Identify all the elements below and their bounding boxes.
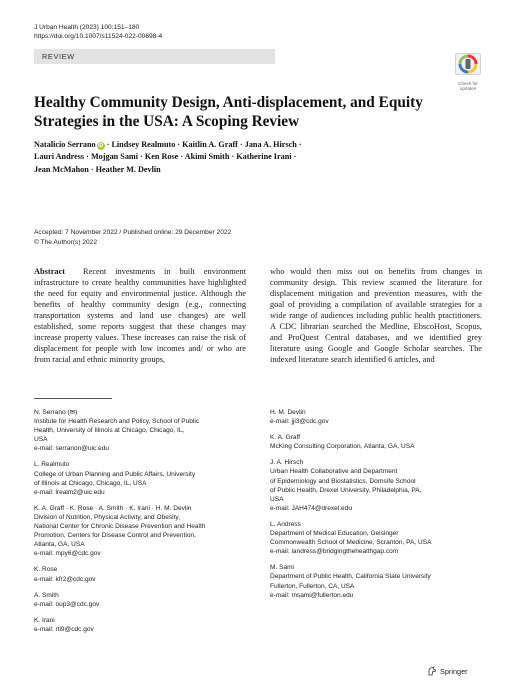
affiliation-line: H. M. Devlin: [270, 409, 306, 416]
check-for-updates-icon: [455, 53, 481, 75]
affiliation-line: Promotion, Centers for Disease Control and Prevention,: [34, 532, 196, 540]
affiliation-email[interactable]: e-mail: JAH474@drexel.edu: [270, 504, 352, 512]
publication-dates: [34, 228, 231, 247]
footnote-divider: [34, 398, 112, 399]
affiliation-line: of Epidemiology and Biostatistics, Dornsife School: [270, 477, 416, 485]
publisher-name: Springer: [440, 666, 468, 676]
affiliation-line: Health, University of Illinois at Chicago, Chicago, IL,: [34, 427, 185, 435]
affiliation-line: McKing Consulting Corporation, Atlanta, GA, USA: [270, 443, 415, 451]
affiliation-line: J. A. Hirsch: [270, 459, 304, 467]
author-first[interactable]: Natalicio Serrano: [34, 140, 96, 149]
affiliation-block: [34, 616, 249, 634]
affiliation-line: Institute for Health Research and Policy, School of Public: [34, 418, 200, 426]
affiliation-line: K. A. Graff: [270, 434, 301, 442]
check-for-updates-badge[interactable]: [455, 53, 481, 91]
affiliation-block: [270, 520, 485, 556]
affiliation-block: [34, 504, 249, 559]
author-line-2: Lauri Andress · Mojgan Sami · Ken Rose · Akimi Smith · Katherine Irani ·: [34, 152, 297, 162]
abstract-label: Abstract: [34, 267, 66, 276]
affiliation-email[interactable]: e-mail: mpy6@cdc.gov: [34, 550, 101, 558]
affiliation-email[interactable]: e-mail: landress@bridgingthehealthgap.com: [270, 548, 399, 556]
affiliation-line: L. Andress: [270, 520, 301, 528]
check-for-updates-label-2: updates: [459, 86, 477, 91]
affiliation-email[interactable]: e-mail: msami@fullerton.edu: [270, 591, 354, 599]
affiliation-email[interactable]: e-mail: kfr2@cdc.gov: [34, 575, 96, 583]
affiliation-line: National Center for Chronic Disease Prevention and Health: [34, 523, 206, 531]
springer-horse-icon: [427, 666, 437, 676]
section-label: REVIEW: [42, 52, 75, 61]
affiliation-line: K. Irani: [34, 616, 55, 624]
affiliation-line: of Public Health, Drexel University, Philadelphia, PA,: [270, 486, 422, 494]
author-line-1-rest: · Lindsey Realmuto · Kaitlin A. Graff · Jana A. Hirsch ·: [104, 140, 302, 149]
affiliation-line: N. Serrano (✉): [34, 409, 78, 416]
affiliation-block: [270, 563, 485, 599]
author-list: [34, 139, 454, 176]
affiliation-line: A. Smith: [34, 591, 59, 599]
accepted-published-dates: Accepted: 7 November 2022 / Published online: 29 December 2022: [34, 229, 232, 236]
affiliation-email[interactable]: e-mail: oup3@cdc.gov: [34, 600, 100, 608]
affiliation-block: [270, 458, 485, 513]
affiliation-line: Division of Nutrition, Physical Activity, and Obesity,: [34, 513, 181, 521]
affiliation-line: Department of Medical Education, Geisinger: [270, 530, 399, 538]
journal-citation: J Urban Health (2023) 100:151–180: [34, 24, 140, 31]
abstract-right-column: who would then miss out on benefits from changes in community design. This review scanned the literature for displacement mitigation and prevention measures, with the goal of providing a compilation of available strategies for a wide range of audiences including public health practitioners. A CDC librarian searched the Medline, EbscoHost, Scopus, and ProQuest Central databases, and we identified grey literature using Google and Google Scholar searches. The indexed literature search identified 6 articles, and: [270, 267, 482, 365]
abstract-text-left: Recent investments in built environment infrastructure to create healthy communities have highlighted the need for equity and environmental justice. Although the benefits of healthy community design (e.g., connecting transportation systems and land use changes) are well established, some reports suggest that these changes may increase property values. These increases can raise the risk of displacement for people with low incomes and/ or who are from racial and ethnic minority groups,: [34, 267, 246, 365]
affiliation-line: of Illinois at Chicago, Chicago, IL, USA: [34, 479, 147, 487]
copyright-line: © The Author(s) 2022: [34, 238, 98, 246]
affiliation-line: K. A. Graff · K. Rose · A. Smith · K. Irani · H. M. Devlin: [34, 504, 192, 512]
affiliation-line: K. Rose: [34, 566, 58, 574]
affiliation-email[interactable]: e-mail: lrealm2@uic.edu: [34, 488, 105, 496]
affiliation-line: Commonwealth School of Medicine, Scranton, PA, USA: [270, 539, 432, 547]
affiliation-block: [34, 408, 249, 453]
affiliation-email[interactable]: e-mail: serranon@uic.edu: [34, 445, 110, 453]
affiliation-line: Urban Health Collaborative and Department: [270, 468, 398, 476]
affiliation-block: [34, 591, 249, 609]
affiliation-block: [34, 565, 249, 583]
orcid-icon[interactable]: iD: [98, 143, 104, 149]
affiliation-line: College of Urban Planning and Public Affairs, University: [34, 470, 196, 478]
affiliation-email[interactable]: e-mail: rti9@cdc.gov: [34, 625, 94, 633]
affiliation-line: L. Realmuto: [34, 461, 70, 469]
affiliation-line: USA: [34, 436, 48, 444]
abstract-left-column: [34, 266, 246, 365]
affiliation-line: Fullerton, Fullerton, CA, USA: [270, 582, 355, 590]
affiliation-line: M. Sami: [270, 564, 295, 572]
affiliations-left: [34, 408, 249, 641]
check-for-updates-label-1: Check for: [458, 81, 478, 86]
doi-link[interactable]: https://doi.org/10.1007/s11524-022-00698-4: [34, 33, 163, 40]
affiliation-block: [270, 408, 485, 426]
affiliation-line: USA: [270, 495, 284, 503]
publisher-logo: [427, 666, 468, 676]
affiliation-line: Department of Public Health, California State University: [270, 573, 431, 581]
author-line-3: Jean McMahon · Heather M. Devlin: [34, 164, 161, 174]
affiliations-right: [270, 408, 485, 607]
paper-title-line-1: Healthy Community Design, Anti-displacement, and Equity: [34, 94, 423, 111]
affiliation-block: [34, 460, 249, 496]
affiliation-block: [270, 433, 485, 451]
affiliation-line: Atlanta, GA, USA: [34, 541, 85, 549]
affiliation-email[interactable]: e-mail: jji3@cdc.gov: [270, 418, 329, 426]
paper-title: [34, 93, 474, 131]
paper-title-line-2: Strategies in the USA: A Scoping Review: [34, 113, 300, 130]
